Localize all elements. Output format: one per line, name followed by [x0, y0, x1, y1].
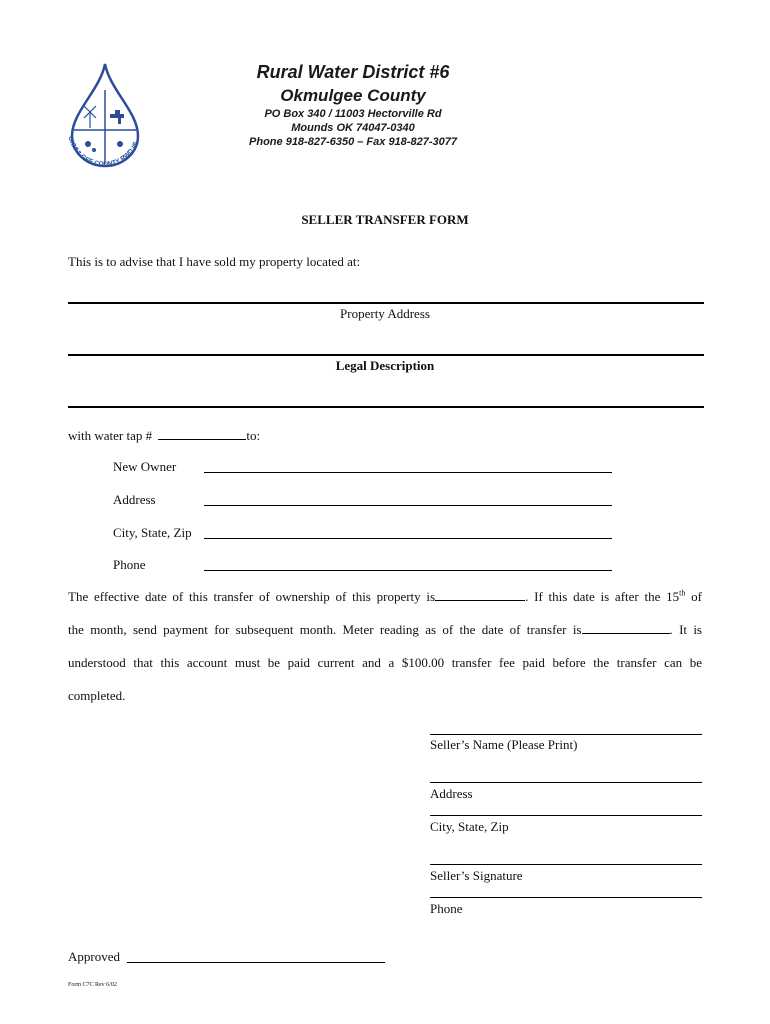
org-name: Rural Water District #6	[256, 62, 450, 82]
city-state-zip: Mounds OK 74047-0340	[291, 122, 415, 134]
seller-city-field[interactable]	[430, 815, 702, 816]
legal-description-label: Legal Description	[335, 358, 435, 373]
water-tap-suffix: to:	[246, 428, 261, 443]
property-address-label: Property Address	[340, 306, 430, 321]
water-tap-field[interactable]	[158, 427, 246, 440]
meter-reading-field[interactable]	[582, 621, 670, 634]
new-owner-phone-field[interactable]	[204, 570, 612, 571]
new-owner-label: New Owner	[113, 459, 177, 474]
seller-name-field[interactable]	[430, 734, 702, 735]
form-code: Form C7C Rev 6/02	[68, 982, 117, 988]
property-address-line[interactable]	[68, 302, 704, 304]
water-tap-row	[68, 427, 260, 444]
transfer-terms-paragraph: The effective date of this transfer of ownership of this property is . If this date is after the 15th of the month, send payment for subsequent month. Meter reading as of the date of transfer is . It is understood that this account must be paid current and a $100.00 transfer fee paid before the transfer can be completed.	[68, 588, 702, 703]
legal-description-line[interactable]	[68, 406, 704, 408]
seller-address-label: Address	[430, 786, 473, 801]
phone-fax: Phone 918-827-6350 – Fax 918-827-3077	[249, 136, 457, 148]
intro-text: This is to advise that I have sold my property located at:	[68, 254, 361, 269]
mailing-address: PO Box 340 / 11003 Hectorville Rd	[264, 108, 442, 120]
new-owner-city-field[interactable]	[204, 538, 612, 539]
new-owner-field[interactable]	[204, 472, 612, 473]
effective-date-field[interactable]	[435, 588, 525, 601]
new-owner-phone-label: Phone	[113, 557, 146, 572]
seller-signature-field[interactable]	[430, 864, 702, 865]
legal-description-top-line	[68, 354, 704, 356]
approved-field[interactable]	[127, 962, 385, 963]
seller-phone-field[interactable]	[430, 897, 702, 898]
seller-phone-label: Phone	[430, 901, 463, 916]
new-owner-city-label: City, State, Zip	[113, 525, 192, 540]
new-owner-address-label: Address	[113, 492, 156, 507]
water-tap-prefix: with water tap #	[68, 428, 153, 443]
seller-city-label: City, State, Zip	[430, 819, 509, 834]
county-name: Okmulgee County	[280, 86, 426, 105]
district-logo	[60, 60, 150, 172]
seller-address-field[interactable]	[430, 782, 702, 783]
approved-label: Approved	[68, 949, 120, 964]
seller-signature-label: Seller’s Signature	[430, 868, 523, 883]
svg-text:OKMULGEE COUNTY RWD #6: OKMULGEE COUNTY RWD #6	[66, 135, 140, 169]
new-owner-address-field[interactable]	[204, 505, 612, 506]
seller-name-label: Seller’s Name (Please Print)	[430, 737, 578, 752]
form-title: SELLER TRANSFER FORM	[301, 212, 469, 227]
